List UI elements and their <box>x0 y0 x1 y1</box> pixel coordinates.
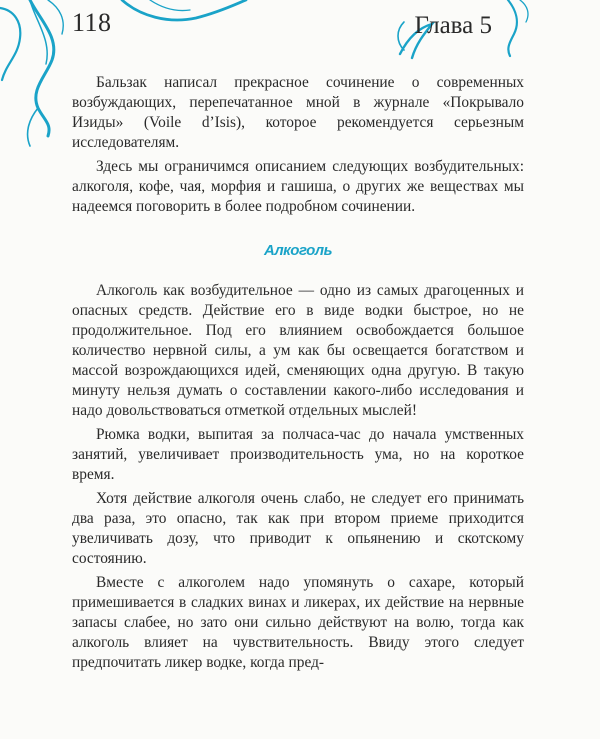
paragraph: Здесь мы ограничимся описанием следующих возбудительных: алкоголя, кофе, чая, морфия и гашиша, о других же веществах мы надеемся поговорить в более подробном сочинении. <box>72 158 524 215</box>
paragraph: Рюмка водки, выпитая за полчаса-час до начала умственных занятий, увеличивает производительность ума, но на короткое время. <box>72 426 524 483</box>
paragraph: Алкоголь как возбудительное — одно из самых драгоценных и опасных средств. Действие его в виде водки быстрое, но не продолжительное. Под его влиянием освобождается большое количество нервной силы, а ум как бы освещается богатством и массой возрождающихся идей, сменяющих одна другую. В такую минуту нельзя думать о составлении какого-либо исследования и надо довольствоваться отметкой отдельных мыслей! <box>72 282 524 419</box>
page-number: 118 <box>72 8 112 37</box>
page-body <box>72 73 524 677</box>
section-heading: Алкоголь <box>264 242 332 259</box>
paragraph: Бальзак написал прекрасное сочинение о современных возбуждающих, перепечатанное мной в журнале «Покрывало Изиды» (Voile d’Isis), которое рекомендуется серьезным исследователям. <box>72 74 524 151</box>
paragraph: Вместе с алкоголем надо упомянуть о сахаре, который примешивается в сладких винах и ликерах, их действие на нервные запасы слабее, но зато они сильно действуют на волю, тогда как алкоголь влияет на чувствительность. Ввиду этого следует предпочитать ликер водке, когда пред- <box>72 574 524 671</box>
paragraph: Хотя действие алкоголя очень слабо, не следует его принимать два раза, это опасно, так как при втором приеме приходится увеличивать дозу, что приводит к опьянению и скотскому состоянию. <box>72 490 524 567</box>
chapter-title: Глава 5 <box>414 12 492 39</box>
